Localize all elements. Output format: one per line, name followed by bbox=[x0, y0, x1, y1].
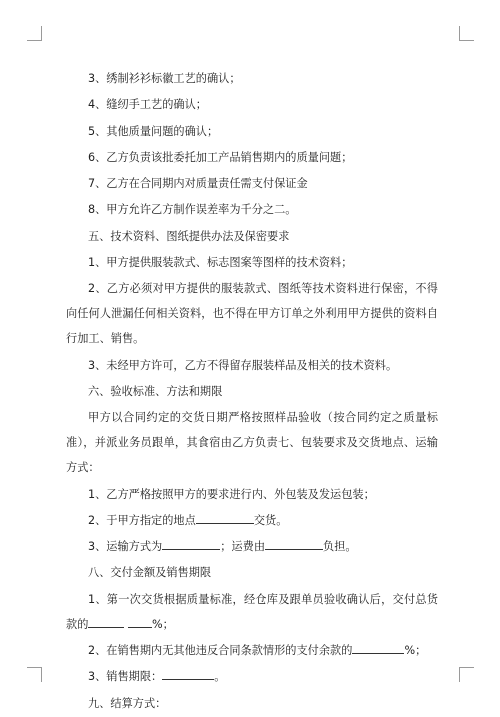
clause-quality-deposit: 7、乙方在合同期内对质量责任需支付保证金 bbox=[88, 177, 308, 191]
sales-period-suffix: 。 bbox=[214, 670, 226, 684]
clause-no-sample-retention: 3、未经甲方许可，乙方不得留存服装样品及相关的技术资料。 bbox=[88, 358, 398, 372]
transport-method-blank[interactable] bbox=[162, 537, 220, 550]
clause-other-quality-confirmation: 5、其他质量问题的确认； bbox=[88, 124, 219, 138]
crop-mark-bottom-left bbox=[27, 667, 42, 682]
section-heading-payment: 八、交付金额及销售期限 bbox=[88, 566, 212, 580]
document-body bbox=[66, 66, 438, 717]
delivery-place-prefix: 2、于甲方指定的地点 bbox=[88, 513, 196, 527]
clause-confidentiality: 2、乙方必须对甲方提供的服装款式、图纸等技术资料进行保密，不得向任何人泄漏任何相关资料，也不得在甲方订单之外利用甲方提供的资料自行加工、销售。 bbox=[66, 282, 438, 346]
section-heading-technical-data: 五、技术资料、图纸提供办法及保密要求 bbox=[88, 229, 290, 243]
crop-mark-bottom-right bbox=[459, 667, 474, 682]
section-heading-acceptance: 六、验收标准、方法和期限 bbox=[88, 384, 223, 398]
delivery-place-blank[interactable] bbox=[196, 511, 254, 524]
clause-embroidery-confirmation: 3、绣制衫衫标徽工艺的确认； bbox=[88, 72, 241, 85]
clause-sewing-confirmation: 4、缝纫手工艺的确认； bbox=[88, 98, 207, 112]
crop-mark-top-right bbox=[459, 26, 474, 41]
transport-middle: ；运费由 bbox=[220, 540, 266, 554]
first-payment-prefix: 1、第一次交货根据质量标准，经仓库及跟单员验收确认后，交付总货款的 bbox=[66, 592, 438, 631]
section-heading-settlement: 九、结算方式： bbox=[88, 696, 167, 710]
clause-delivery-place bbox=[66, 508, 438, 533]
clause-transport bbox=[66, 534, 438, 559]
freight-payer-blank[interactable] bbox=[265, 537, 323, 550]
remaining-payment-blank[interactable] bbox=[352, 641, 404, 654]
clause-sales-period bbox=[66, 664, 438, 689]
sales-period-blank[interactable] bbox=[162, 667, 214, 680]
remaining-payment-suffix: %； bbox=[404, 644, 427, 658]
clause-packaging: 1、乙方严格按照甲方的要求进行内、外包装及发运包装； bbox=[88, 487, 375, 501]
clause-sales-period-quality: 6、乙方负责该批委托加工产品销售期内的质量问题； bbox=[88, 150, 353, 164]
delivery-place-suffix: 交货。 bbox=[253, 513, 288, 527]
clause-remaining-payment bbox=[66, 638, 438, 663]
remaining-payment-prefix: 2、在销售期内无其他违反合同条款情形的支付余款的 bbox=[88, 644, 353, 658]
first-payment-blank-b[interactable] bbox=[128, 615, 152, 628]
first-payment-blank-a[interactable] bbox=[88, 615, 124, 628]
clause-provide-technical-data: 1、甲方提供服装款式、标志图案等图样的技术资料； bbox=[88, 256, 353, 270]
clause-first-payment bbox=[66, 587, 438, 637]
clause-error-rate: 8、甲方允许乙方制作误差率为千分之二。 bbox=[88, 203, 297, 217]
transport-prefix: 3、运输方式为 bbox=[88, 540, 163, 554]
clause-acceptance-and-packaging: 甲方以合同约定的交货日期严格按照样品验收（按合同约定之质量标准），并派业务员跟单，其食宿由乙方负责七、包装要求及交货地点、运输方式： bbox=[66, 411, 438, 475]
transport-suffix: 负担。 bbox=[323, 540, 357, 554]
crop-mark-top-left bbox=[27, 26, 42, 41]
sales-period-prefix: 3、销售期限： bbox=[88, 670, 163, 684]
first-payment-suffix: %； bbox=[151, 617, 174, 631]
